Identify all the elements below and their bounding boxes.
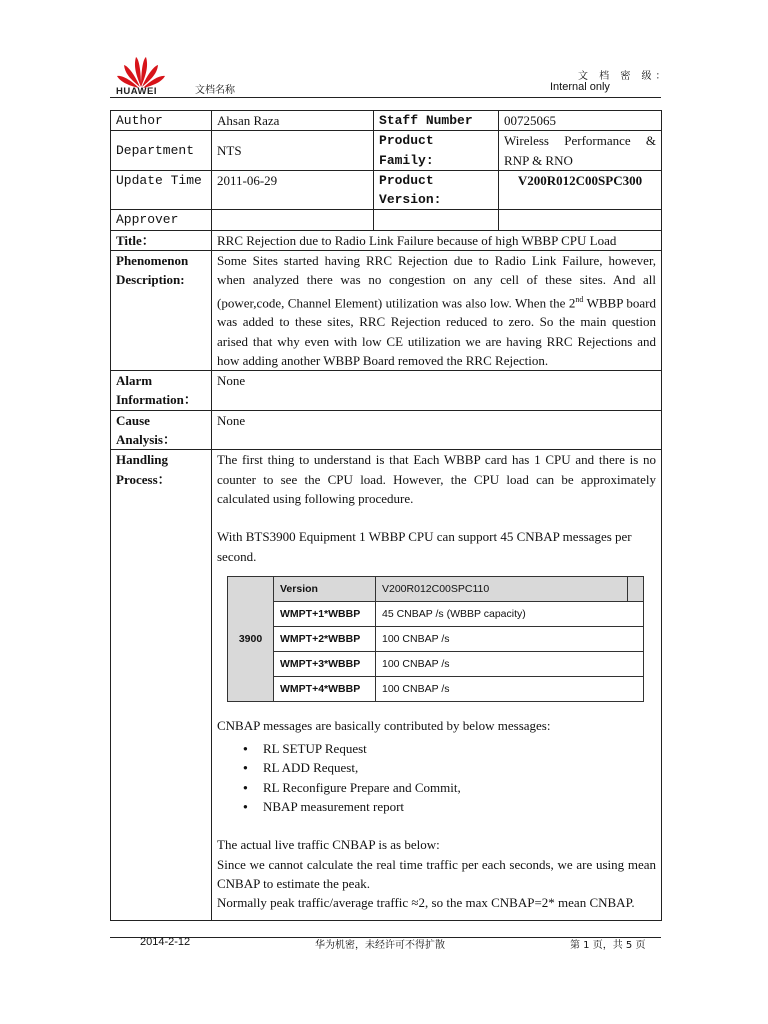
- cause-value: None: [212, 410, 662, 450]
- footer-page-number: 第 1 页，共 5 页: [570, 940, 646, 951]
- logo-text: HUAWEI: [116, 86, 157, 97]
- list-item: ● NBAP measurement report: [263, 797, 656, 816]
- handling-paragraph-2: With BTS3900 Equipment 1 WBBP CPU can support 45 CNBAP messages per second.: [217, 529, 632, 564]
- phenomenon-text-b: WBBP board was added to these sites, RRC Rejection reduced to zero. So the main question arised that why even with low CE utilization we are having RRC Rejections and how adding another WBBP Board removed the RRC Rejection.: [217, 295, 657, 368]
- alarm-label: Alarm Information：: [111, 371, 212, 411]
- version-value: V200R012C00SPC110: [376, 576, 628, 601]
- approver-value: [212, 210, 374, 230]
- cause-label: Cause Analysis：: [111, 410, 212, 450]
- department-label: Department: [111, 131, 212, 171]
- classification-label: 文 档 密 级：: [578, 71, 670, 82]
- handling-paragraph-4: The actual live traffic CNBAP is as below:: [217, 837, 440, 853]
- classification-value: Internal only: [550, 81, 610, 93]
- update-time-value: 2011-06-29: [212, 170, 374, 210]
- product-family-label: Product Family:: [374, 131, 499, 171]
- capacity-cell: 100 CNBAP /s: [376, 626, 644, 651]
- product-version-label: Product Version:: [374, 170, 499, 210]
- staff-number-value: 00725065: [499, 111, 662, 131]
- capacity-cell: 45 CNBAP /s (WBBP capacity): [376, 601, 644, 626]
- ordinal-suffix: nd: [575, 294, 584, 304]
- document-name: 文档名称: [195, 85, 235, 96]
- page-header: [0, 0, 768, 100]
- author-value: Ahsan Raza: [212, 111, 374, 131]
- phenomenon-text-a: Some Sites started having RRC Rejection due to Radio Link Failure, however, when analyzed there was no congestion on any cell of these sites. And all (power,code, Channel Element) utilization was also low. When the 2: [217, 253, 657, 310]
- handling-paragraph-5: Since we cannot calculate the real time traffic per each seconds, we are using mean CNBAP to estimate the peak.: [217, 856, 657, 891]
- author-label: Author: [111, 111, 212, 131]
- footer-confidential: 华为机密，未经许可不得扩散: [315, 940, 445, 951]
- config-cell: WMPT+1*WBBP: [274, 601, 376, 626]
- handling-paragraph-3: CNBAP messages are basically contributed by below messages:: [217, 717, 551, 733]
- phenomenon-text: [212, 251, 662, 371]
- handling-label: Handling Process：: [111, 450, 212, 921]
- config-cell: WMPT+3*WBBP: [274, 651, 376, 676]
- header-divider: [110, 97, 661, 98]
- handling-content: [212, 450, 662, 921]
- approver-label: Approver: [111, 210, 212, 230]
- update-time-label: Update Time: [111, 170, 212, 210]
- version-header: Version: [274, 576, 376, 601]
- capacity-cell: 100 CNBAP /s: [376, 676, 644, 701]
- handling-paragraph-1: The first thing to understand is that Each WBBP card has 1 CPU and there is no counter to see the CPU load. However, the CPU load can be approximately calculated using following procedure.: [217, 452, 657, 506]
- config-cell: WMPT+4*WBBP: [274, 676, 376, 701]
- document-table: [110, 110, 662, 921]
- handling-paragraph-6: Normally peak traffic/average traffic ≈2, so the max CNBAP=2* mean CNBAP.: [217, 895, 635, 911]
- product-family-value: Wireless Performance & RNP & RNO: [499, 131, 662, 171]
- title-value: RRC Rejection due to Radio Link Failure because of high WBBP CPU Load: [212, 230, 662, 250]
- empty-header-cell: [628, 576, 644, 601]
- config-cell: WMPT+2*WBBP: [274, 626, 376, 651]
- staff-number-label: Staff Number: [374, 111, 499, 131]
- product-version-value: V200R012C00SPC300: [499, 170, 662, 210]
- message-list: [217, 739, 656, 816]
- phenomenon-label: Phenomenon Description:: [111, 251, 212, 371]
- list-item: ● RL SETUP Request: [263, 739, 656, 758]
- alarm-value: None: [212, 371, 662, 411]
- footer-date: 2014-2-12: [140, 936, 191, 948]
- title-label: Title：: [111, 230, 212, 250]
- list-item: ● RL ADD Request,: [263, 758, 656, 777]
- approver-empty-cell: [499, 210, 662, 230]
- list-item: ● RL Reconfigure Prepare and Commit,: [263, 778, 656, 797]
- approver-empty-cell: [374, 210, 499, 230]
- capacity-table: [227, 576, 644, 702]
- department-value: NTS: [212, 131, 374, 171]
- capacity-cell: 100 CNBAP /s: [376, 651, 644, 676]
- equipment-cell: 3900: [228, 576, 274, 701]
